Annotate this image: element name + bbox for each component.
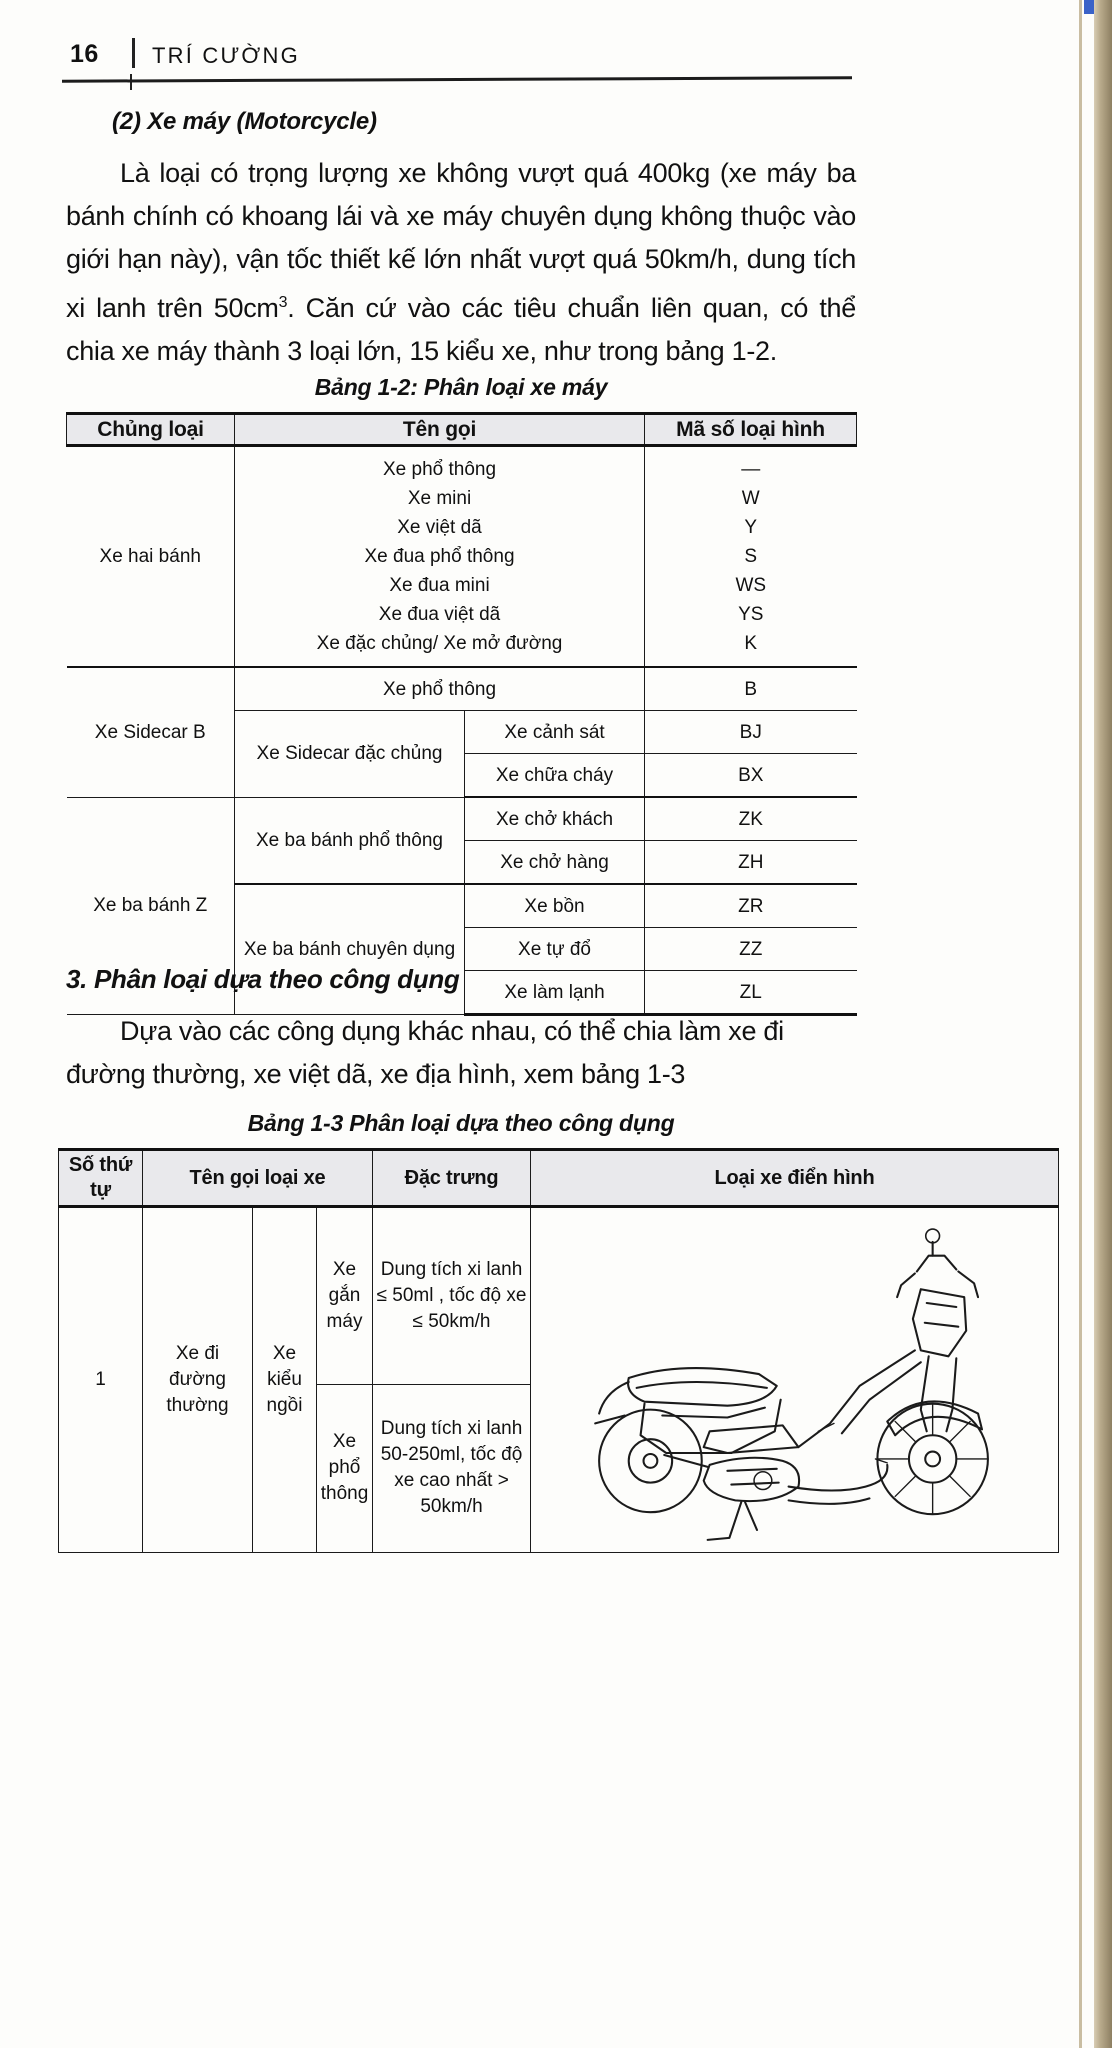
table-row-ba-banh-cho-khach: [67, 797, 857, 841]
table-1-2-header-row: [67, 414, 857, 446]
col-header-dac-trung: Đặc trưng: [373, 1150, 531, 1207]
header-divider: [132, 38, 135, 68]
code-item: —: [741, 459, 761, 480]
col-header-so-thu-tu: Số thứ tự: [59, 1150, 143, 1207]
cell-ba-banh-code-3: ZR: [645, 884, 857, 928]
paragraph-motorcycle-definition: [66, 152, 856, 373]
cell-ma-so-list-1: [645, 446, 857, 668]
name-item: Xe đua phổ thông: [364, 546, 515, 567]
table-row-xe-hai-banh: [67, 446, 857, 668]
cell-ba-banh-chuyen-dung: Xe ba bánh chuyên dụng: [235, 884, 465, 1015]
cell-ba-banh-item-4: Xe tự đổ: [465, 928, 645, 971]
cell-kieu-1: Xe kiểu ngồi: [253, 1207, 317, 1553]
table-1-3: [58, 1148, 1059, 1553]
cell-sub-label-1: Xe gắn máy: [317, 1207, 373, 1385]
cell-chung-loai-2: Xe Sidecar B: [67, 667, 235, 797]
cell-sidecar-dac-chung: Xe Sidecar đặc chủng: [235, 711, 465, 798]
page-header: [70, 38, 842, 82]
code-stack-1: [649, 455, 853, 658]
col-header-ten-goi-loai-xe: Tên gọi loại xe: [143, 1150, 373, 1207]
cell-illustration: [531, 1207, 1059, 1553]
cell-sidecar-code-1: BJ: [645, 711, 857, 754]
code-item: W: [741, 488, 760, 509]
section-3-heading: 3. Phân loại dựa theo công dụng: [66, 964, 460, 994]
table-1-3-header-row: [59, 1150, 1059, 1207]
cell-chung-loai-1: Xe hai bánh: [67, 446, 235, 668]
cell-sidecar-full-name: Xe phổ thông: [235, 667, 645, 711]
code-item: WS: [735, 575, 767, 596]
page-number: 16: [70, 40, 99, 68]
cell-sidecar-item-2: Xe chữa cháy: [465, 754, 645, 798]
author-name: TRÍ CƯỜNG: [152, 43, 300, 68]
table-row-sidecar-pho-thong: [67, 667, 857, 711]
paragraph-2-text: Dựa vào các công dụng khác nhau, có thể chia làm xe đi đường thường, xe việt dã, xe địa hình, xem bảng 1-3: [66, 1016, 784, 1089]
paragraph-usage-classification: [66, 1010, 866, 1096]
code-item: K: [744, 633, 758, 654]
paragraph-part-b: . Căn cứ vào các tiêu chuẩn liên quan, có thể chia xe máy thành 3 loại lớn, 15 kiểu xe, như trong bảng 1-2.: [66, 293, 856, 366]
table-1-2: [66, 412, 857, 1016]
scooter-line-drawing-icon: [534, 1210, 1055, 1550]
cell-ba-banh-item-3: Xe bồn: [465, 884, 645, 928]
name-item: Xe việt dã: [397, 517, 482, 538]
binding-line: [1079, 0, 1082, 2048]
name-item: Xe đặc chủng/ Xe mở đường: [316, 633, 563, 654]
cell-sub-label-2: Xe phổ thông: [317, 1384, 373, 1552]
name-item: Xe đua việt dã: [378, 604, 501, 625]
cell-dac-trung-1: Dung tích xi lanh ≤ 50ml , tốc độ xe ≤ 50km/h: [373, 1207, 531, 1385]
name-item: Xe phổ thông: [382, 459, 497, 480]
cell-chung-loai-3: Xe ba bánh Z: [67, 797, 235, 1015]
cell-sidecar-code-2: BX: [645, 754, 857, 798]
cell-sidecar-item-1: Xe cảnh sát: [465, 711, 645, 754]
col-header-chung-loai: Chủng loại: [67, 414, 235, 446]
cell-dac-trung-2: Dung tích xi lanh 50-250ml, tốc độ xe cao nhất > 50km/h: [373, 1384, 531, 1552]
name-item: Xe mini: [407, 488, 472, 509]
cell-ten-goi-list-1: [235, 446, 645, 668]
col-header-ma-so: Mã số loại hình: [645, 414, 857, 446]
paragraph-superscript: 3: [278, 294, 288, 311]
col-header-loai-xe-dien-hinh: Loại xe điển hình: [531, 1150, 1059, 1207]
cell-sidecar-full-code: B: [645, 667, 857, 711]
code-item: S: [744, 546, 758, 567]
paragraph-part-a: Là loại có trọng lượng xe không vượt quá 400kg (xe máy ba bánh chính có khoang lái và xe máy chuyên dụng không thuộc vào giới hạn này), vận tốc thiết kế lớn nhất vượt quá 50km/h, dung tích xi lanh trên 50cm: [66, 158, 856, 323]
binding-blue-mark: [1084, 0, 1094, 14]
name-stack-1: [239, 455, 640, 658]
table-1-3-row-1a: [59, 1207, 1059, 1385]
cell-ba-banh-code-2: ZH: [645, 841, 857, 885]
cell-ba-banh-pho-thong: Xe ba bánh phổ thông: [235, 797, 465, 884]
code-item: YS: [738, 604, 764, 625]
subsection-heading: (2) Xe máy (Motorcycle): [112, 108, 377, 135]
cell-ten-goi-1: Xe đi đường thường: [143, 1207, 253, 1553]
cell-ba-banh-code-1: ZK: [645, 797, 857, 841]
code-item: Y: [744, 517, 758, 538]
book-binding-edge: [1094, 0, 1112, 2048]
table-1-2-caption: Bảng 1-2: Phân loại xe máy: [314, 374, 608, 400]
cell-ba-banh-item-5: Xe làm lạnh: [465, 971, 645, 1015]
cell-ba-banh-item-2: Xe chở hàng: [465, 841, 645, 885]
cell-ba-banh-item-1: Xe chở khách: [465, 797, 645, 841]
name-item: Xe đua mini: [389, 575, 490, 596]
cell-stt-1: 1: [59, 1207, 143, 1553]
header-rule: [62, 76, 852, 82]
table-1-3-caption: Bảng 1-3 Phân loại dựa theo công dụng: [247, 1110, 675, 1136]
cell-ba-banh-code-4: ZZ: [645, 928, 857, 971]
cell-ba-banh-code-5: ZL: [645, 971, 857, 1015]
col-header-ten-goi: Tên gọi: [235, 414, 645, 446]
